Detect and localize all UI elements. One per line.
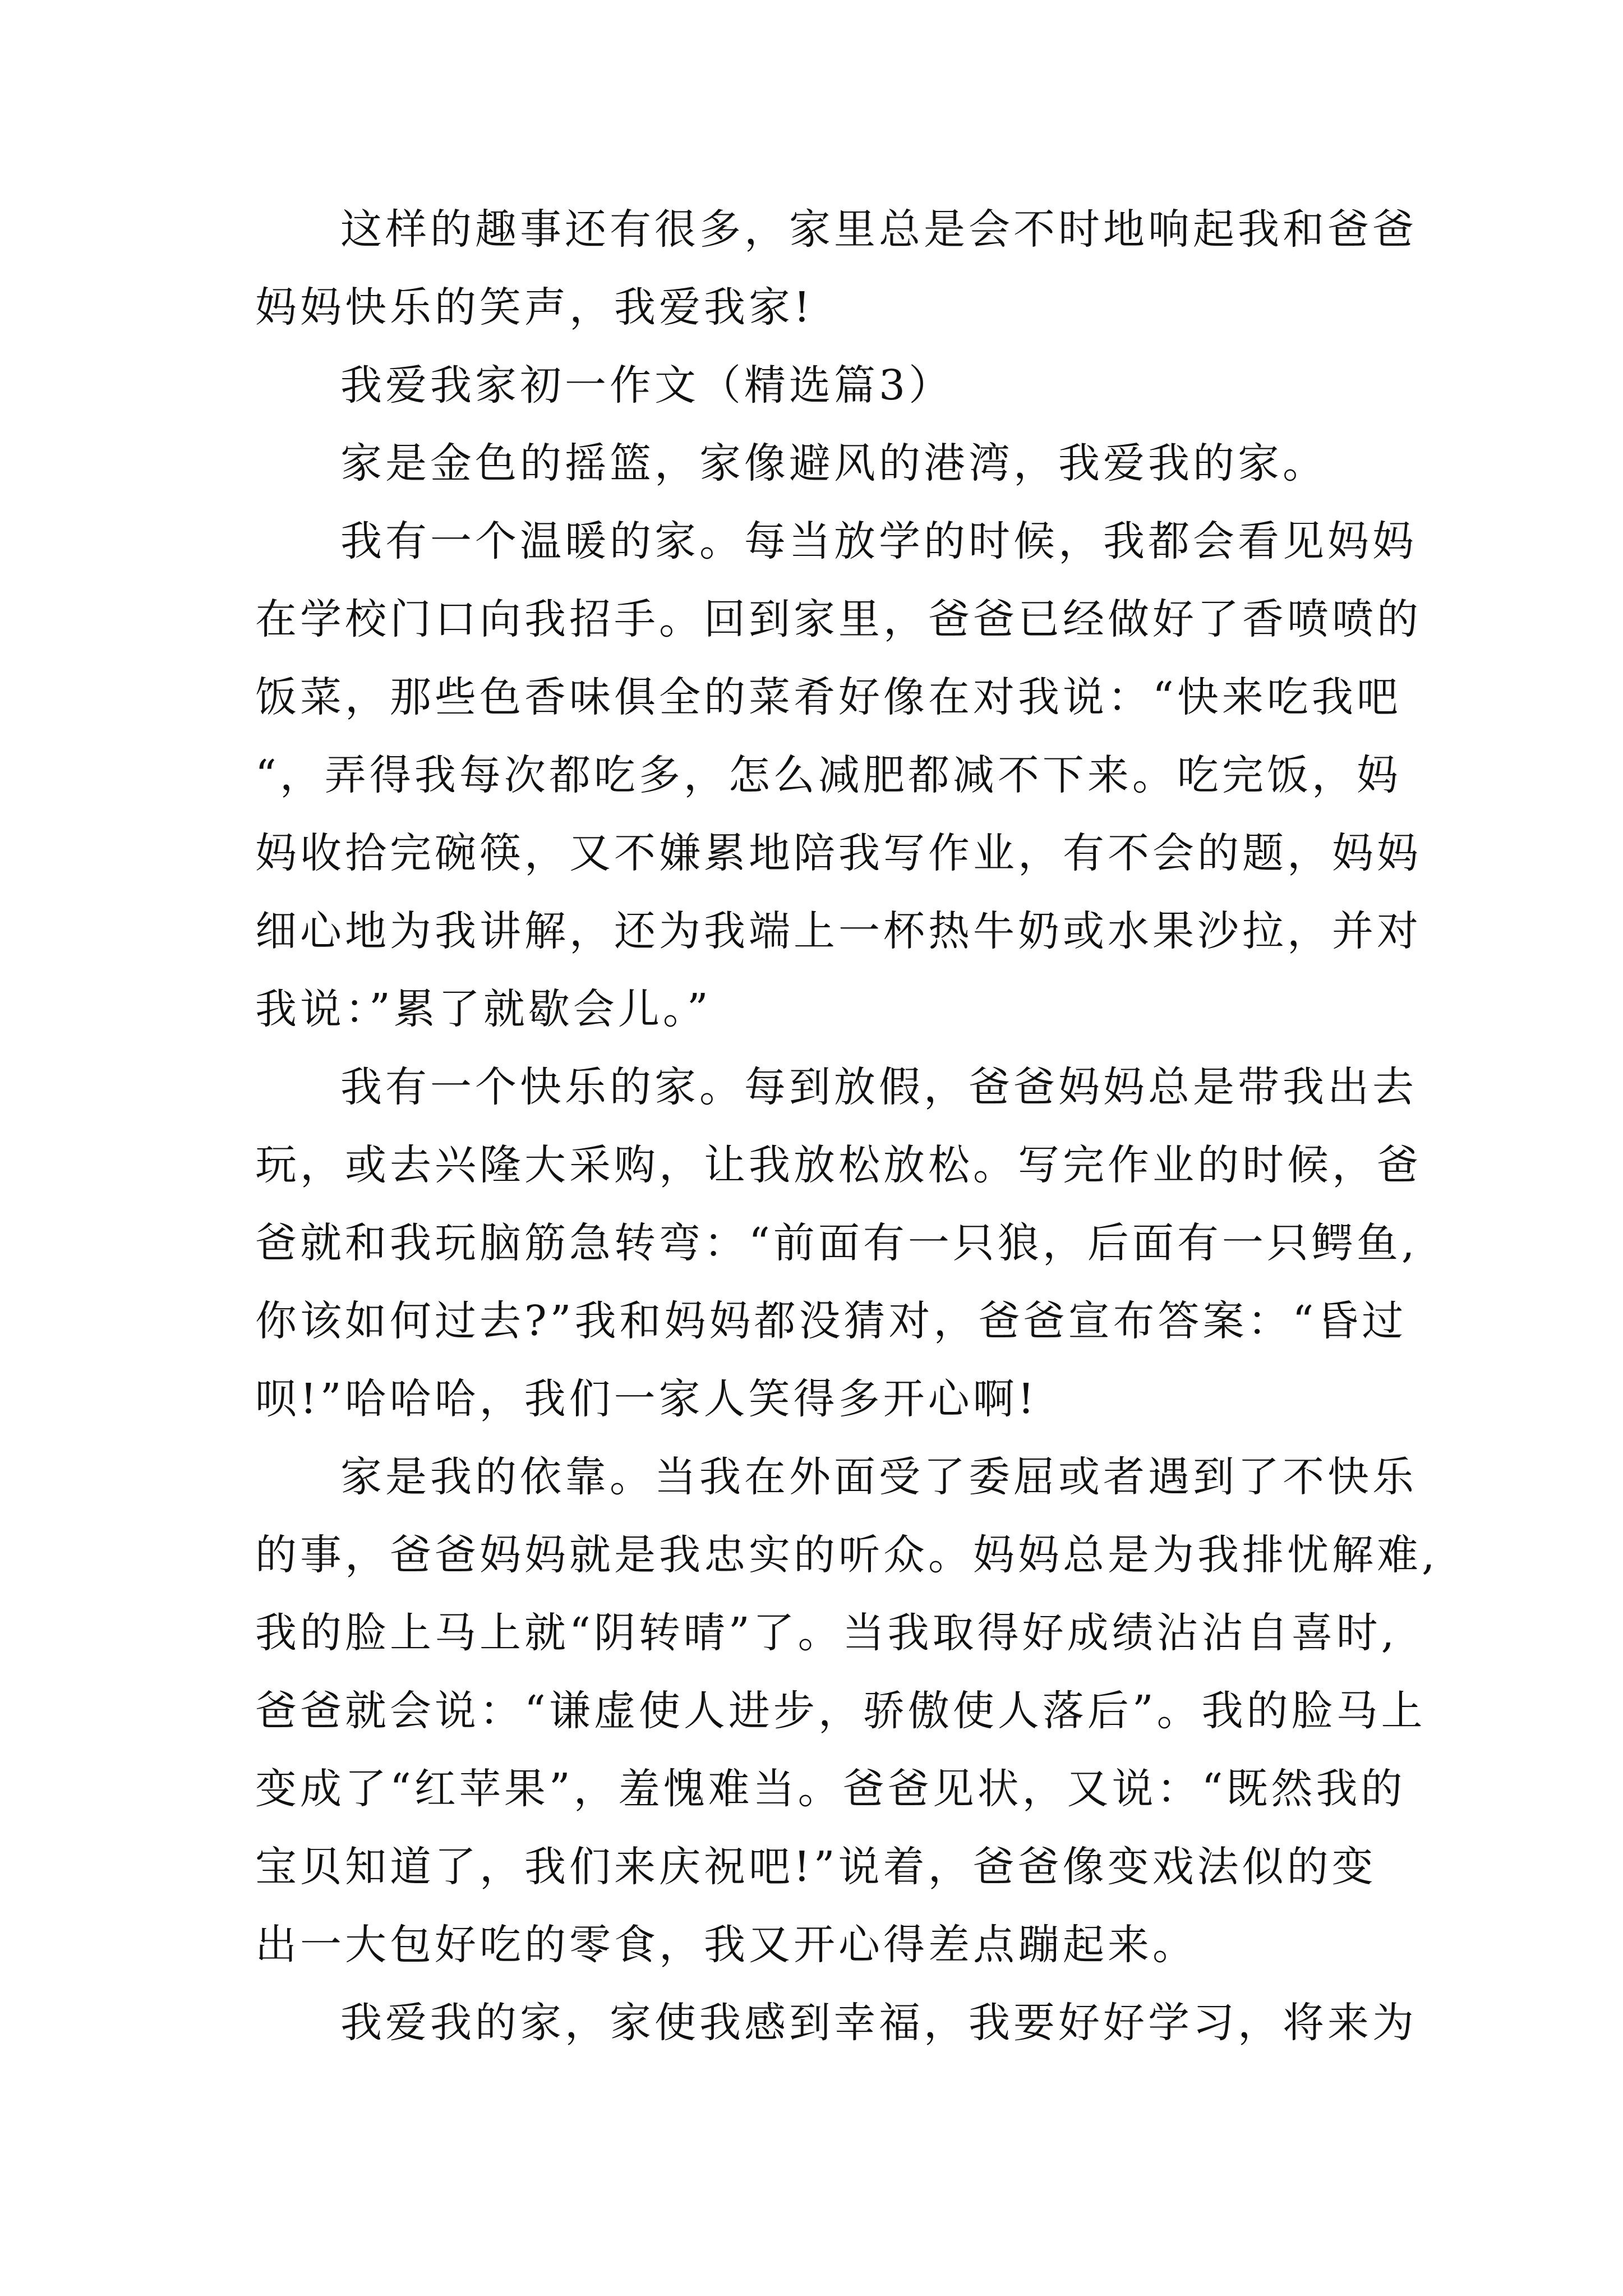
text-line: 我爱我的家，家使我感到幸福，我要好好学习，将来为 (340, 1999, 1417, 2047)
text-line: 我爱我家初一作文（精选篇3） (340, 361, 954, 409)
text-line: 的事，爸爸妈妈就是我忠实的听众。妈妈总是为我排忧解难, (255, 1531, 1438, 1579)
text-line: 妈收拾完碗筷，又不嫌累地陪我写作业，有不会的题，妈妈 (255, 829, 1422, 877)
text-line: 妈妈快乐的笑声，我爱我家! (255, 283, 814, 332)
text-line: 出一大包好吃的零食，我又开心得差点蹦起来。 (255, 1921, 1197, 1969)
text-line: 爸爸就会说：“谦虚使人进步，骄傲使人落后”。我的脸马上 (255, 1687, 1426, 1735)
text-line: 爸就和我玩脑筋急转弯：“前面有一只狼，后面有一只鳄鱼, (255, 1219, 1418, 1267)
text-line: 饭菜，那些色香味俱全的菜肴好像在对我说：“快来吃我吧 (255, 673, 1401, 721)
text-line: 家是我的依靠。当我在外面受了委屈或者遇到了不快乐 (340, 1453, 1417, 1501)
text-line: 家是金色的摇篮，家像避风的港湾，我爱我的家。 (340, 439, 1327, 487)
text-line: 变成了“红苹果”，羞愧难当。爸爸见状，又说：“既然我的 (255, 1765, 1406, 1813)
essay-text (255, 191, 1438, 2062)
text-line: 我有一个温暖的家。每当放学的时候，我都会看见妈妈 (340, 517, 1417, 565)
text-line: 你该如何过去?”我和妈妈都没猜对，爸爸宣布答案：“昏过 (255, 1297, 1407, 1345)
text-line: “，弄得我每次都吃多，怎么减肥都减不下来。吃完饭，妈 (255, 751, 1401, 799)
text-line: 我说：”累了就歇会儿。” (255, 985, 712, 1033)
text-line: 细心地为我讲解，还为我端上一杯热牛奶或水果沙拉，并对 (255, 907, 1422, 955)
text-line: 我的脸上马上就“阴转晴”了。当我取得好成绩沾沾自喜时, (255, 1609, 1398, 1657)
text-line: 玩，或去兴隆大采购，让我放松放松。写完作业的时候，爸 (255, 1141, 1422, 1189)
text-line: 这样的趣事还有很多，家里总是会不时地响起我和爸爸 (340, 205, 1417, 254)
text-line: 宝贝知道了，我们来庆祝吧!”说着，爸爸像变戏法似的变 (255, 1843, 1377, 1891)
text-line: 在学校门口向我招手。回到家里，爸爸已经做好了香喷喷的 (255, 595, 1422, 643)
text-line: 呗!”哈哈哈，我们一家人笑得多开心啊! (255, 1375, 1038, 1423)
text-line: 我有一个快乐的家。每到放假，爸爸妈妈总是带我出去 (340, 1063, 1417, 1111)
